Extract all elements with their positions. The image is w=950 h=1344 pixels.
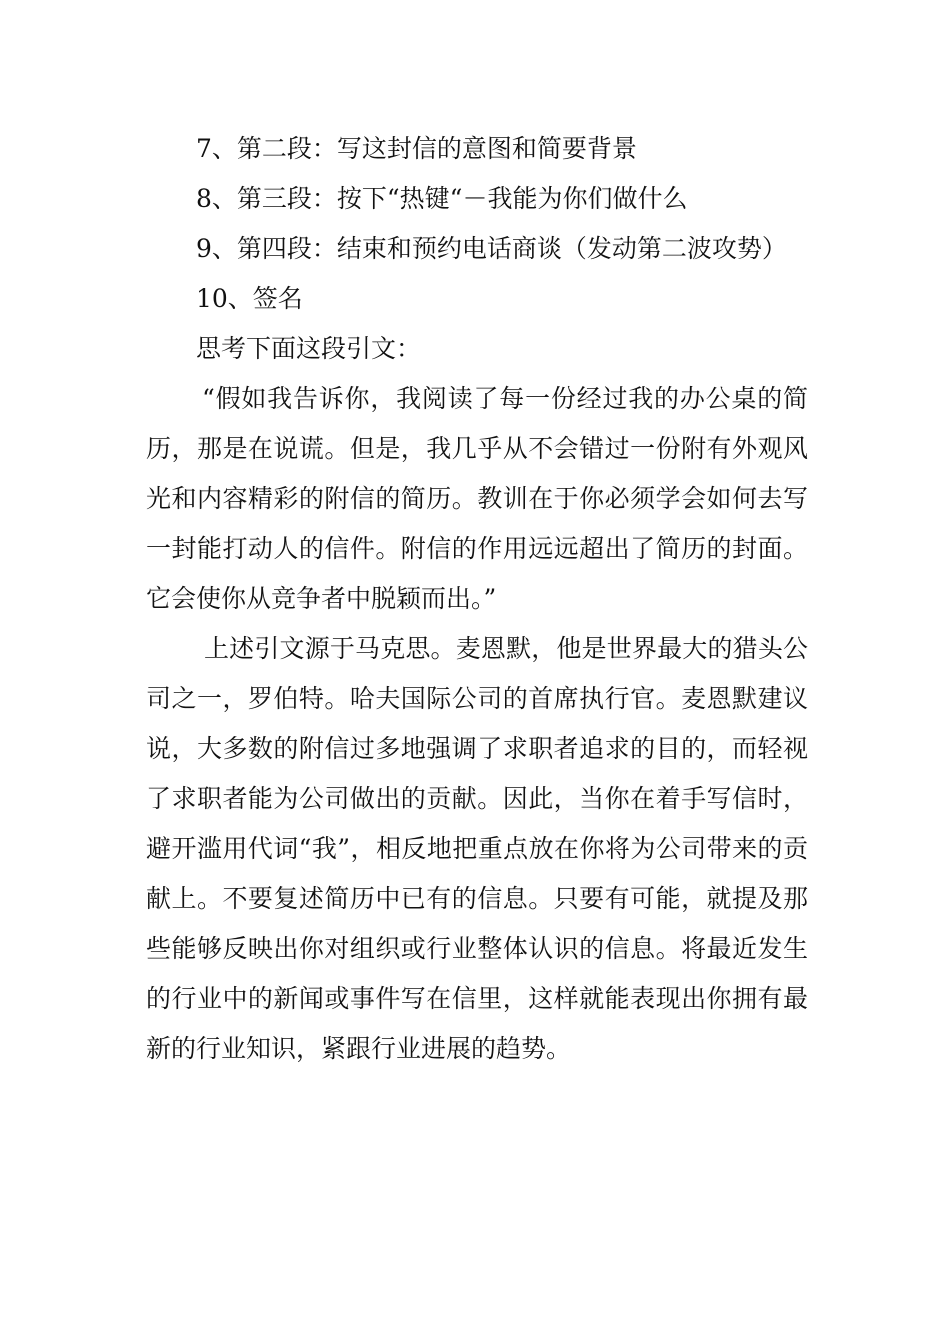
list-item-8: 8、第三段：按下“热键“－我能为你们做什么 — [196, 184, 688, 213]
list-item-9: 9、第四段：结束和预约电话商谈（发动第二波攻势） — [196, 234, 787, 263]
list-item-7: 7、第二段：写这封信的意图和简要背景 — [196, 134, 637, 163]
document-body — [146, 124, 808, 1074]
quote-intro: 思考下面这段引文： — [196, 334, 422, 363]
body-paragraph: 上述引文源于马克思。麦恩默，他是世界最大的猎头公司之一，罗伯特。哈夫国际公司的首席执行官。麦恩默建议说，大多数的附信过多地强调了求职者追求的目的，而轻视了求职者能为公司做出的贡献。因此，当你在着手写信时，避开滥用代词“我”，相反地把重点放在你将为公司带来的贡献上。不要复述简历中已有的信息。只要有可能，就提及那些能够反映出你对组织或行业整体认识的信息。将最近发生的行业中的新闻或事件写在信里，这样就能表现出你拥有最新的行业知识，紧跟行业进展的趋势。 — [146, 634, 808, 1063]
quote-paragraph: “假如我告诉你，我阅读了每一份经过我的办公桌的简历，那是在说谎。但是，我几乎从不会错过一份附有外观风光和内容精彩的附信的简历。教训在于你必须学会如何去写一封能打动人的信件。附信的作用远远超出了简历的封面。它会使你从竞争者中脱颖而出。” — [146, 384, 808, 613]
list-item-10: 10、签名 — [196, 284, 303, 313]
